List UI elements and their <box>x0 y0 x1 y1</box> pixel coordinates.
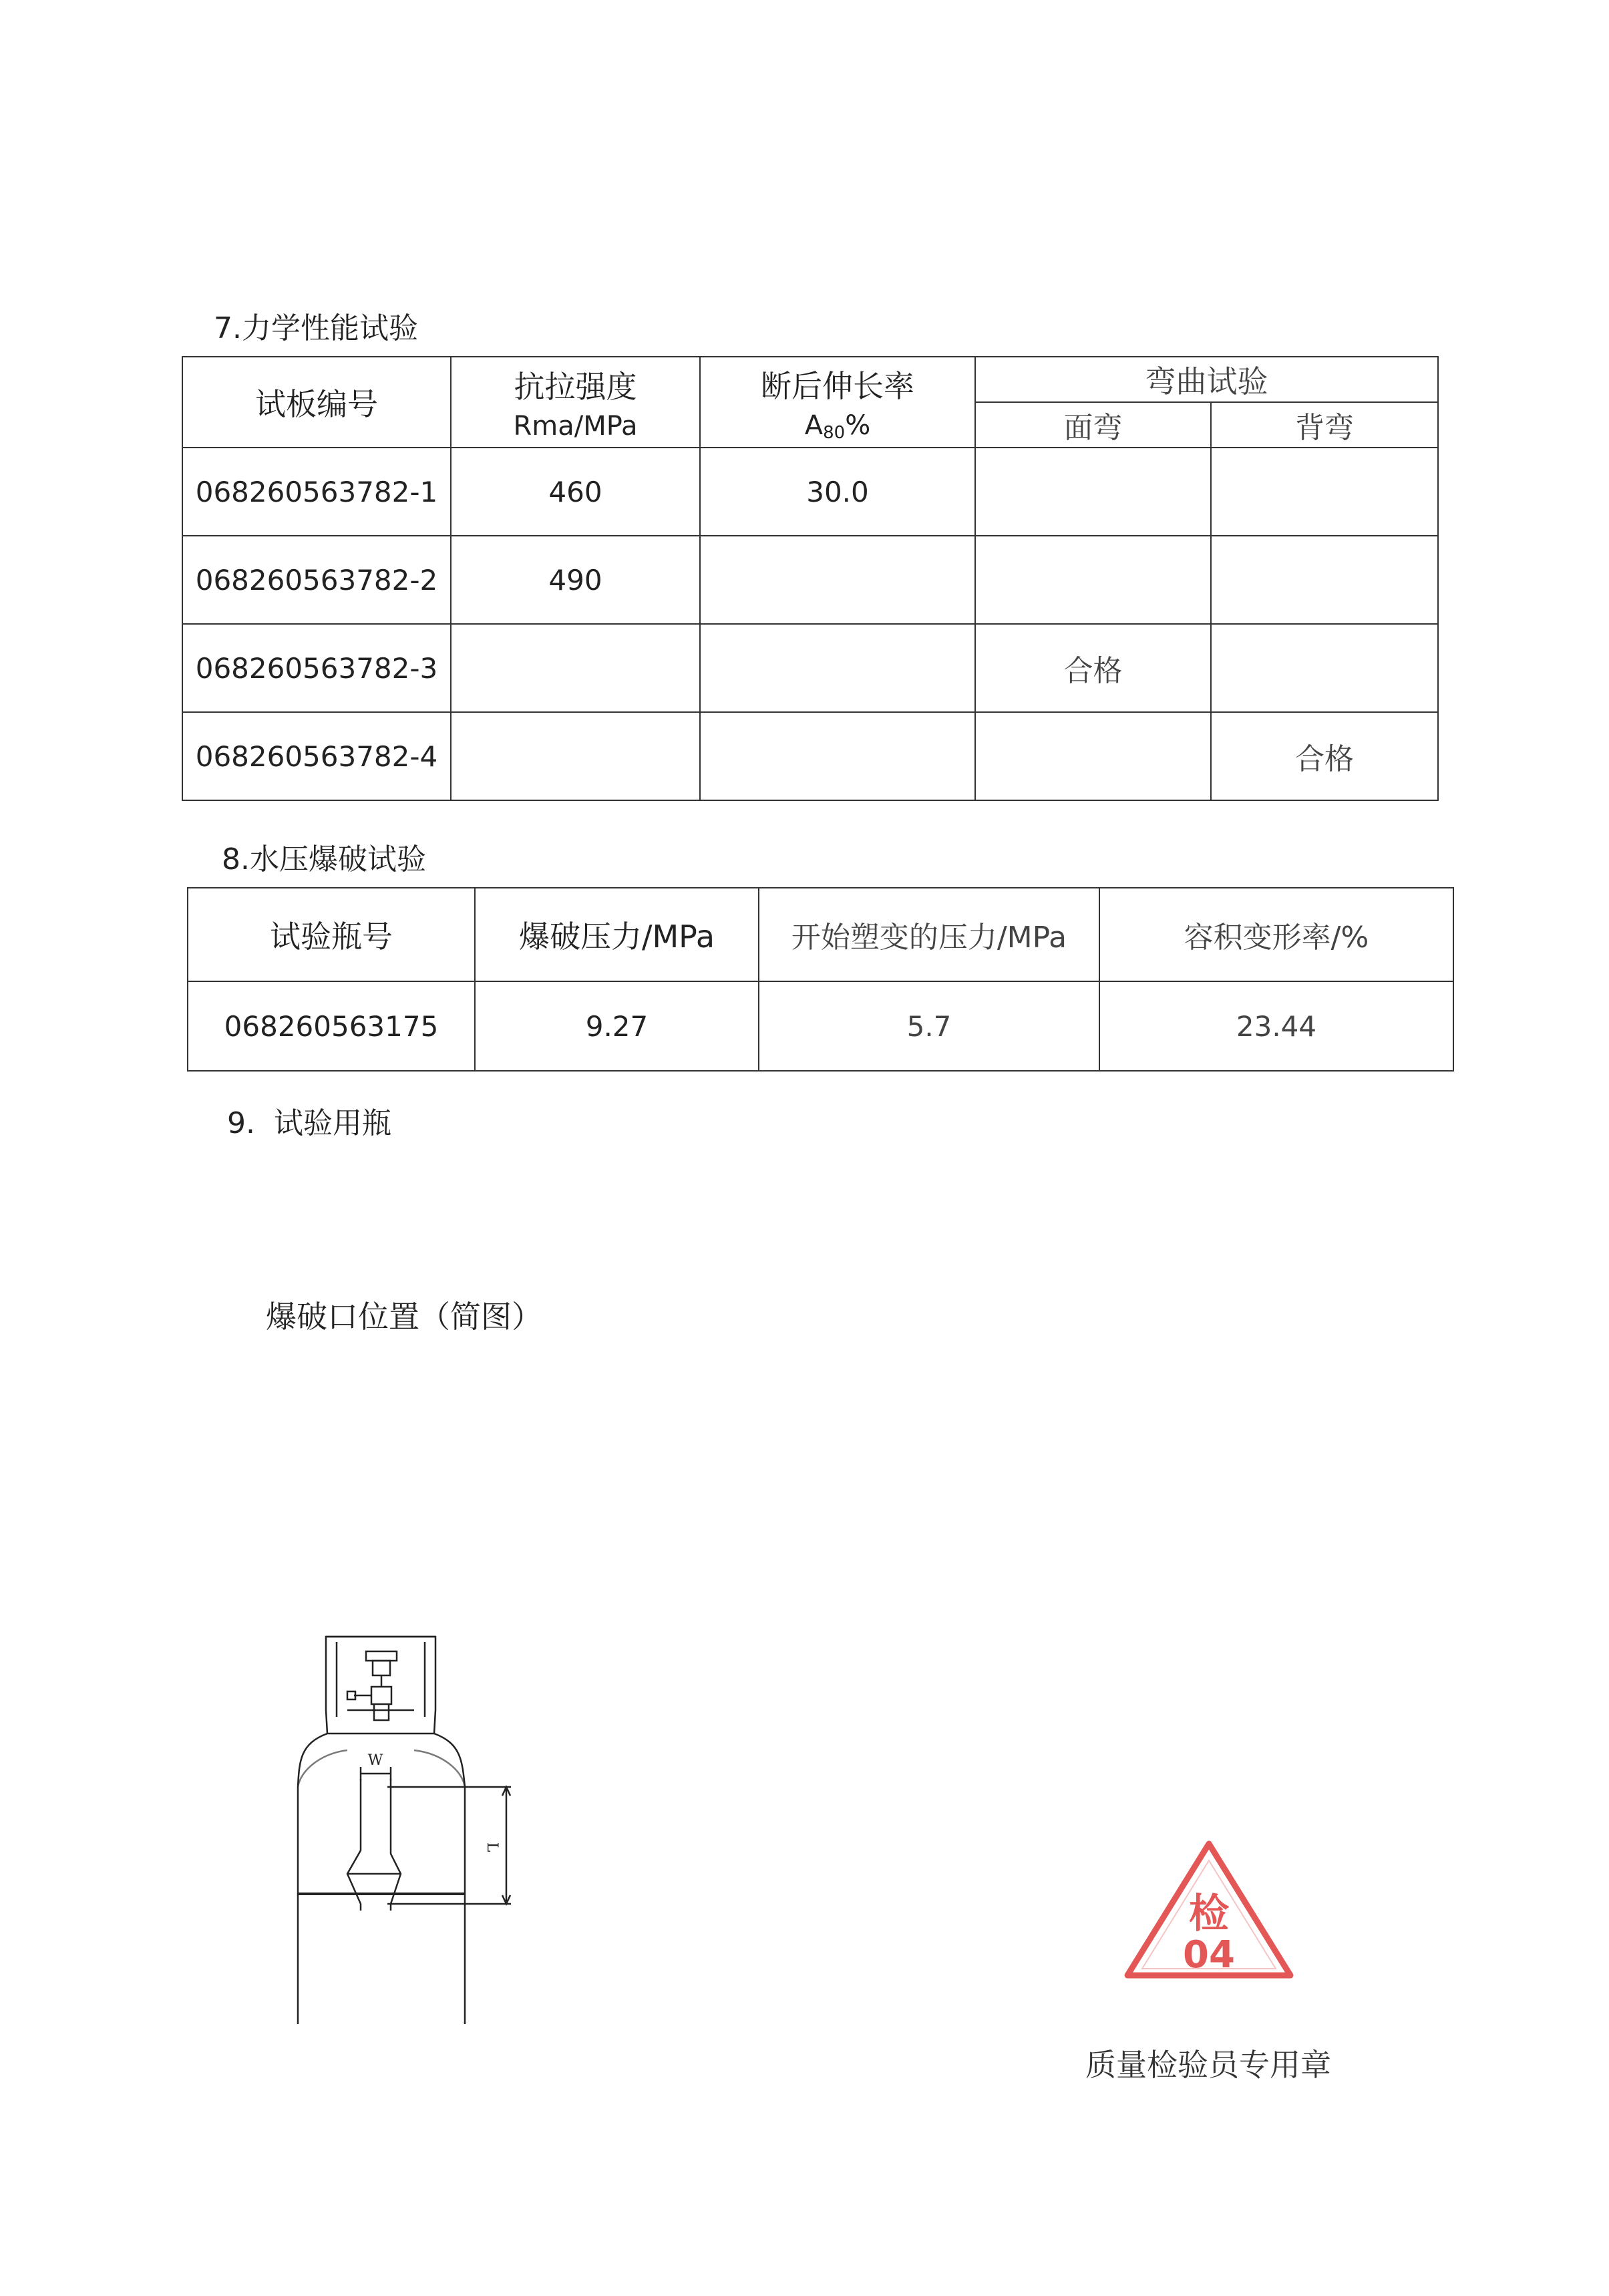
plate-id: 068260563782-4 <box>182 712 451 800</box>
elong-symbol-suffix: % <box>845 409 871 441</box>
section-9-title: 9. 试验用瓶 <box>227 1106 391 1140</box>
length-label: L <box>484 1842 500 1852</box>
stamp-text-2: 04 <box>1183 1933 1235 1977</box>
section-7-title: 7.力学性能试验 <box>214 311 418 345</box>
header-yield-pressure: 开始塑变的压力/MPa <box>759 888 1099 981</box>
header-elongation <box>700 357 975 448</box>
mechanical-test-table <box>182 356 1439 801</box>
tensile-value <box>451 624 700 712</box>
table-row <box>182 712 1438 800</box>
face-bend-value <box>975 448 1211 536</box>
face-bend-value <box>975 536 1211 624</box>
elongation-value: 30.0 <box>700 448 975 536</box>
elongation-value <box>700 712 975 800</box>
plate-id: 068260563782-1 <box>182 448 451 536</box>
cylinder-body-right <box>434 1734 465 2024</box>
section-8-title: 8.水压爆破试验 <box>222 842 426 876</box>
back-bend-value <box>1211 448 1438 536</box>
elongation-value <box>700 624 975 712</box>
back-bend-value <box>1211 536 1438 624</box>
header-tensile-label: 抗拉强度 <box>514 369 637 405</box>
face-bend-value: 合格 <box>975 624 1211 712</box>
elong-symbol-sub: 80 <box>823 422 846 443</box>
burst-opening-right <box>391 1779 401 1911</box>
volume-deformation-value: 23.44 <box>1099 981 1453 1071</box>
inspector-stamp <box>1115 1834 1302 2001</box>
header-back-bend: 背弯 <box>1211 402 1438 448</box>
header-face-bend: 面弯 <box>975 402 1211 448</box>
stamp-label: 质量检验员专用章 <box>1085 2047 1331 2083</box>
tensile-value: 460 <box>451 448 700 536</box>
burst-test-table <box>187 887 1454 1072</box>
table-row <box>182 536 1438 624</box>
back-bend-value: 合格 <box>1211 712 1438 800</box>
cylinder-diagram <box>281 1623 548 2024</box>
tensile-value: 490 <box>451 536 700 624</box>
burst-pressure-value: 9.27 <box>475 981 759 1071</box>
table-row <box>182 448 1438 536</box>
table-row <box>188 981 1453 1071</box>
burst-opening-left <box>347 1779 361 1911</box>
yield-pressure-value: 5.7 <box>759 981 1099 1071</box>
header-tensile <box>451 357 700 448</box>
header-tensile-unit: Rma/MPa <box>513 411 638 442</box>
header-elongation-symbol <box>701 410 974 443</box>
header-burst-pressure: 爆破压力/MPa <box>475 888 759 981</box>
diagram-caption: 爆破口位置（简图） <box>266 1299 542 1335</box>
header-bottle-no: 试验瓶号 <box>188 888 475 981</box>
width-label: W <box>367 1752 383 1769</box>
header-volume-deformation: 容积变形率/% <box>1099 888 1453 981</box>
valve-icon <box>347 1651 414 1720</box>
back-bend-value <box>1211 624 1438 712</box>
elong-symbol-main: A <box>804 409 824 441</box>
tensile-value <box>451 712 700 800</box>
bottle-id: 068260563175 <box>188 981 475 1071</box>
header-bend: 弯曲试验 <box>975 357 1438 402</box>
plate-id: 068260563782-3 <box>182 624 451 712</box>
header-plate-no: 试板编号 <box>182 357 451 448</box>
table-row <box>182 624 1438 712</box>
stamp-text-1: 检 <box>1189 1891 1229 1937</box>
elongation-value <box>700 536 975 624</box>
plate-id: 068260563782-2 <box>182 536 451 624</box>
face-bend-value <box>975 712 1211 800</box>
header-elongation-label: 断后伸长率 <box>761 367 914 404</box>
